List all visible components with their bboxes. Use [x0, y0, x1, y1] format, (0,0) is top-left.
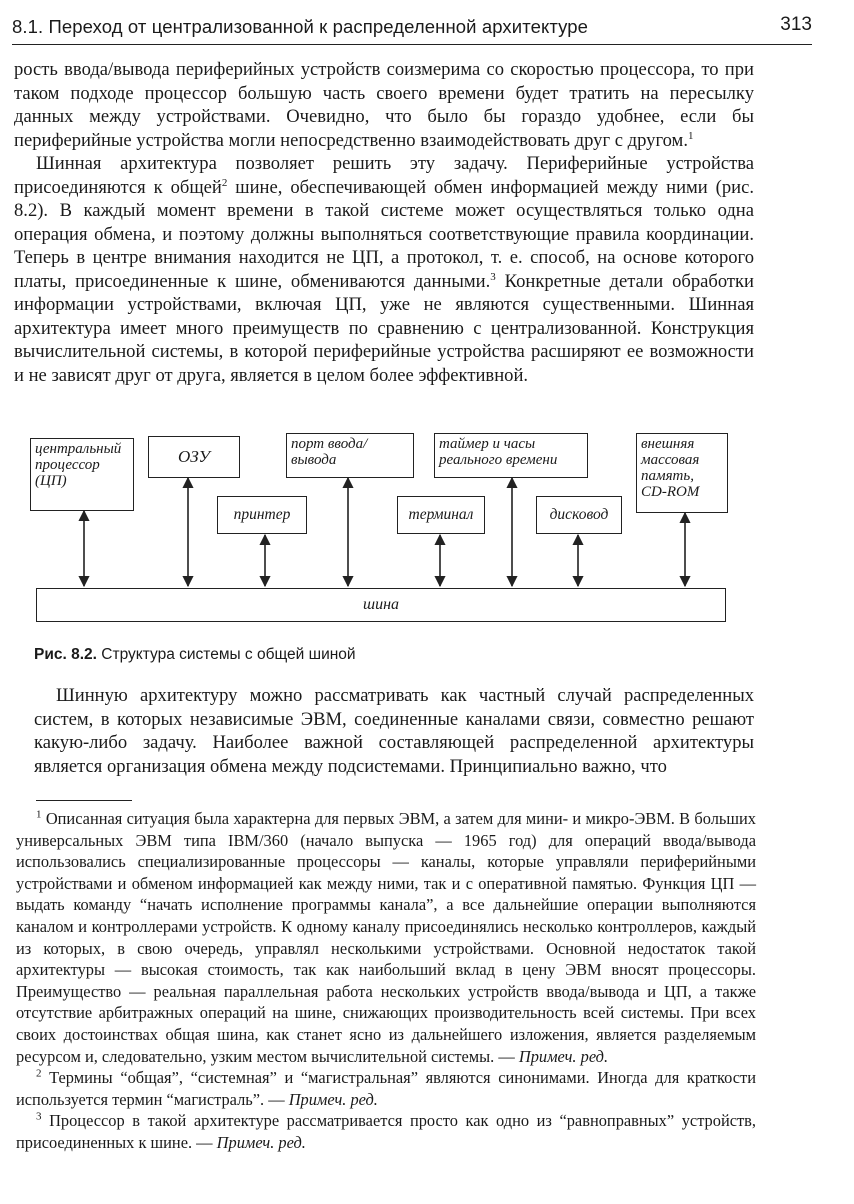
page-number: 313 [780, 14, 812, 35]
paragraph-3: Шинную архитектуру можно рассматривать как частный случай распределенных систем, в которых независимые ЭВМ, соединенные каналами связи, совместно решают какую-либо задачу. Наиболее важной составляющей распределенной архитектуры является организация обмена между подсистемами. Принципиально важно, что [34, 685, 754, 777]
footnote-rule [36, 800, 132, 801]
footnote-ref-2[interactable]: 2 [221, 176, 228, 189]
box-printer: принтер [217, 496, 307, 534]
box-io-port: порт ввода/вывода [286, 433, 414, 478]
footnote-2: $^2$ Термины “общая”, “системная” и “магистральная” являются синонимами. Иногда для краткости используется термин “магистраль”. — Примеч. ред. [16, 1067, 756, 1109]
box-bus: шина [36, 588, 726, 622]
footnotes [16, 808, 756, 1154]
box-disk: дисковод [536, 496, 622, 534]
caption-label: Рис. 8.2. [34, 646, 97, 663]
page-header [12, 14, 812, 45]
footnote-ref-3[interactable]: 3 [490, 270, 496, 283]
running-title: 8.1. Переход от централизованной к распределенной архитектуре [12, 16, 589, 37]
paragraph-1: рость ввода/вывода периферийных устройств соизмерима со скоростью процессора, то при таком подходе процессор большую часть своего времени будет тратить на пересылку данных между устройствами. Очевидно, что было бы гораздо удобнее, если бы периферийные устройства могли непосредственно взаимодействовать друг с другом.$^1$ [14, 59, 754, 151]
footnote-ref-1[interactable]: 1 [687, 129, 694, 142]
figure-caption [34, 646, 356, 664]
box-storage: внешняя массовая память, CD-ROM [636, 433, 728, 513]
box-terminal: терминал [397, 496, 485, 534]
footnote-3: $^3$ Процессор в такой архитектуре рассматривается просто как одно из “равноправных” устройств, присоединенных к шине. — Примеч. ред. [16, 1110, 756, 1152]
box-timer: таймер и часы реального времени [434, 433, 588, 478]
paragraph-2: Шинная архитектура позволяет решить эту задачу. Периферийные устройства присоединяются к общей$^2$ шине, обеспечивающей обмен информацией между ними (рис. 8.2). В каждый момент времени в такой системе может осуществляться только одна операция обмена, и поэтому должны выполняться соответствующие правила координации. Теперь в центре внимания находится не ЦП, а протокол, т. е. способ, на основе которого платы, присоединенные к шине, обмениваются данными.$^3$ Конкретные детали обработки информации устройствами, включая ЦП, уже не являются существенными. Шинная архитектура имеет много преимуществ по сравнению с централизованной. Конструкция вычислительной системы, в которой периферийные устройства расширяют ее возможности и не зависят друг от друга, является в целом более эффективной. [14, 153, 755, 386]
box-ram: ОЗУ [148, 436, 240, 478]
box-cpu: центральный процессор (ЦП) [30, 438, 134, 511]
caption-text: Структура системы с общей шиной [96, 646, 356, 663]
body-text-bottom [34, 684, 754, 778]
body-text-top [14, 58, 754, 387]
footnote-1: $^1$ Описанная ситуация была характерна для первых ЭВМ, а затем для мини- и микро-ЭВМ. В больших универсальных ЭВМ типа IBM/360 (начало выпуска — 1965 год) для операций ввода/вывода использовались специализированные процессоры — каналы, которые управляли периферийными устройствами и обменом информацией как между ними, так и с оперативной памятью. Функция ЦП — выдать команду “начать исполнение программы канала”, а все дальнейшие операции выполняются каналом и контроллерами устройств. К одному каналу присоединялись несколько контроллеров, каждый из которых, в свою очередь, управлял несколькими устройствами. Основной недостаток такой архитектуры — высокая стоимость, так как наибольший вклад в цену ЭВМ вносят процессоры. Преимущество — реальная параллельная работа нескольких устройств ввода/вывода и ЦП, а также отсутствие арбитражных операций на шине, снижающих производительность всей системы. При всех своих достоинствах общая шина, как станет ясно из дальнейшего изложения, является разделяемым ресурсом и, следовательно, узким местом вычислительной системы. — Примеч. ред. [16, 808, 756, 1066]
figure-bus-diagram [30, 428, 730, 628]
